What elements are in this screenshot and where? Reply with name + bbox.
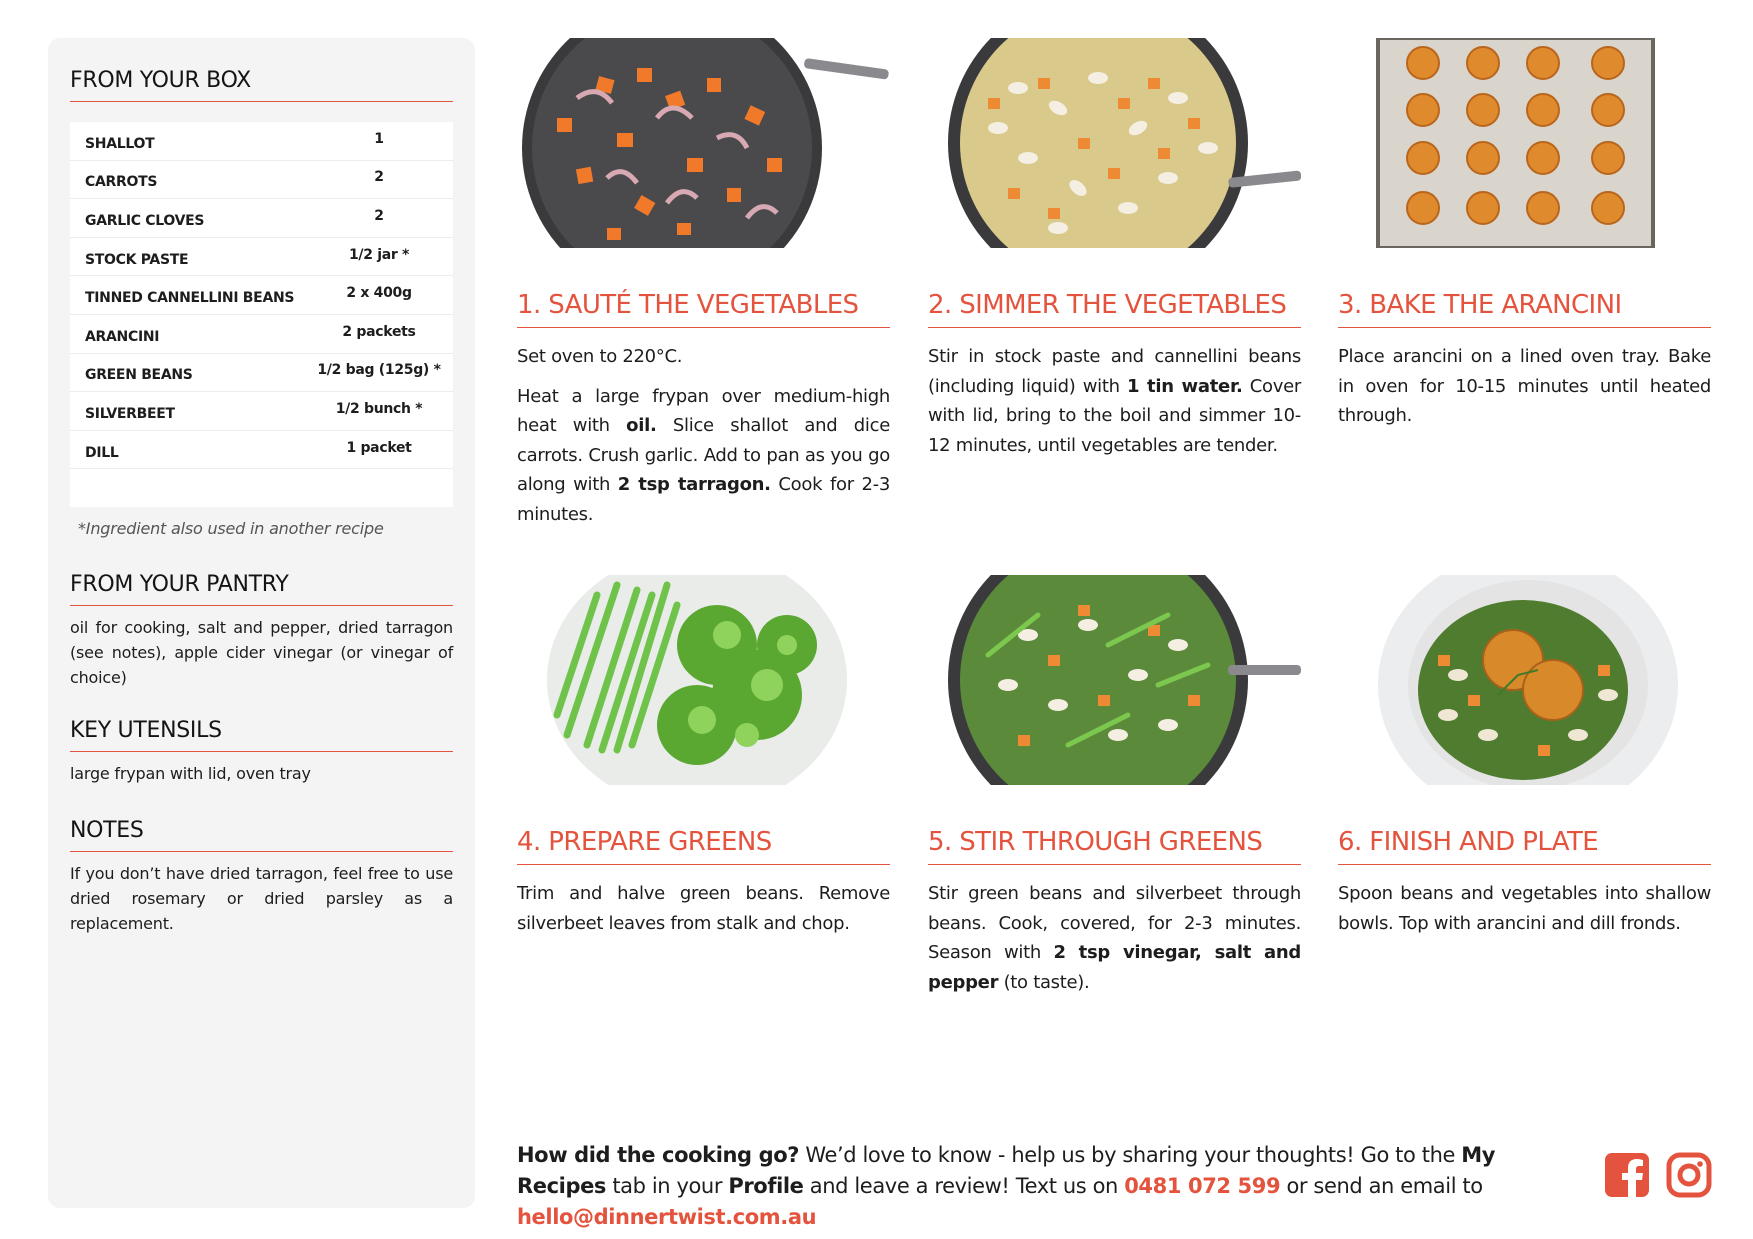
step-1-text: [517, 342, 890, 529]
step-1-photo: [517, 38, 890, 248]
from-your-box-heading: FROM YOUR BOX: [70, 68, 453, 102]
step-5: [928, 575, 1301, 997]
ingredients-table: [70, 122, 453, 507]
step-3-photo: [1338, 38, 1711, 248]
spacer: [928, 785, 1301, 827]
step-2-para: [928, 342, 1301, 460]
from-your-pantry-heading: FROM YOUR PANTRY: [70, 572, 453, 606]
step-1-para-2: [517, 382, 890, 530]
ingredient-row: [70, 161, 453, 200]
text: Stir green beans and silverbeet through beans. Cook, covered, for 2-3 minutes. Season with: [928, 883, 1301, 963]
key-utensils-heading: KEY UTENSILS: [70, 718, 453, 752]
pantry-text: oil for cooking, salt and pepper, dried tarragon (see notes), apple cider vinegar (or vinegar of choice): [70, 618, 453, 688]
step-4: [517, 575, 890, 938]
step-2-text: [928, 342, 1301, 460]
text: and leave a review! Text us on: [803, 1174, 1125, 1198]
bold-text: 1 tin water.: [1127, 375, 1243, 397]
notes-heading: NOTES: [70, 818, 453, 852]
step-6: [1338, 575, 1711, 938]
ingredient-qty: 1: [374, 130, 384, 147]
step-4-text: Trim and halve green beans. Remove silverbeet leaves from stalk and chop.: [517, 883, 890, 934]
step-5-text: [928, 879, 1301, 997]
ingredient-name: GREEN BEANS: [85, 367, 193, 384]
ingredient-row: [70, 315, 453, 354]
ingredient-qty: 1/2 bunch *: [335, 400, 423, 417]
email-link[interactable]: hello@dinnertwist.com.au: [517, 1205, 817, 1229]
ingredient-name: DILL: [85, 444, 119, 461]
utensils-text: large frypan with lid, oven tray: [70, 764, 311, 784]
step-5-para: [928, 879, 1301, 997]
ingredients-sidebar: [48, 38, 475, 1208]
ingredient-name: CARROTS: [85, 174, 158, 191]
text: (to taste).: [998, 971, 1090, 993]
step-6-text: Spoon beans and vegetables into shallow bowls. Top with arancini and dill fronds.: [1338, 883, 1711, 934]
text: Slice shallot and dice carrots. Crush garlic. Add to pan as you go along with: [517, 415, 890, 495]
spacer: [1338, 785, 1711, 827]
step-4-photo: [517, 575, 890, 785]
ingredient-name: STOCK PASTE: [85, 251, 189, 268]
step-3-text: Place arancini on a lined oven tray. Bake in oven for 10-15 minutes until heated through.: [1338, 346, 1711, 426]
ingredient-row: [70, 354, 453, 393]
ingredient-name: SILVERBEET: [85, 405, 175, 422]
bold-text: oil.: [626, 415, 657, 436]
spacer: [517, 248, 890, 290]
ingredient-qty: 2: [374, 169, 384, 186]
feedback-footer: [517, 1140, 1577, 1233]
step-6-photo: [1338, 575, 1711, 785]
step-2-photo: [928, 38, 1301, 248]
step-1-title: 1. SAUTÉ THE VEGETABLES: [517, 290, 890, 328]
ingredient-qty: 2 packets: [342, 323, 416, 340]
ingredient-name: SHALLOT: [85, 135, 155, 152]
ingredient-qty: 1/2 jar *: [348, 246, 410, 263]
ingredient-row: [70, 276, 453, 315]
step-3-title: 3. BAKE THE ARANCINI: [1338, 290, 1711, 328]
footer-question: How did the cooking go?: [517, 1143, 800, 1167]
step-1-para-1: Set oven to 220°C.: [517, 346, 683, 367]
step-5-photo: [928, 575, 1301, 785]
ingredient-qty: 1 packet: [346, 439, 412, 456]
spacer: [517, 785, 890, 827]
ingredient-row: [70, 392, 453, 431]
ingredient-name: TINNED CANNELLINI BEANS: [85, 290, 295, 307]
text: tab in your: [606, 1174, 729, 1198]
step-6-title: 6. FINISH AND PLATE: [1338, 827, 1711, 865]
ingredient-blank-row: [70, 469, 453, 507]
step-2: [928, 38, 1301, 460]
step-5-title: 5. STIR THROUGH GREENS: [928, 827, 1301, 865]
ingredient-row: [70, 199, 453, 238]
step-2-title: 2. SIMMER THE VEGETABLES: [928, 290, 1301, 328]
spacer: [928, 248, 1301, 290]
my-recipes-text: My Recipes: [517, 1143, 1496, 1198]
ingredient-name: GARLIC CLOVES: [85, 212, 205, 229]
text: Stir in stock paste and cannellini beans (including liquid) with: [928, 346, 1301, 397]
ingredient-footnote: *Ingredient also used in another recipe: [78, 519, 384, 539]
step-1: [517, 38, 890, 529]
text: We’d love to know - help us by sharing your thoughts! Go to the: [799, 1143, 1462, 1167]
text: Cook for 2-3 minutes.: [517, 474, 890, 525]
facebook-icon[interactable]: [1604, 1152, 1650, 1198]
bold-text: 2 tsp vinegar, salt and pepper: [928, 942, 1301, 993]
text: Cover with lid, bring to the boil and simmer 10-12 minutes, until vegetables are tender.: [928, 375, 1301, 456]
ingredient-qty: 2 x 400g: [346, 285, 412, 302]
ingredient-row: [70, 238, 453, 277]
profile-text: Profile: [728, 1174, 804, 1198]
ingredient-row: [70, 431, 453, 470]
ingredient-qty: 1/2 bag (125g) *: [317, 362, 441, 379]
ingredient-name: ARANCINI: [85, 328, 160, 345]
instagram-icon[interactable]: [1666, 1152, 1712, 1198]
phone-number[interactable]: 0481 072 599: [1124, 1174, 1281, 1198]
spacer: [1338, 248, 1711, 290]
bold-text: 2 tsp tarragon.: [617, 474, 771, 495]
step-3: [1338, 38, 1711, 431]
text: or send an email to: [1280, 1174, 1483, 1198]
step-4-title: 4. PREPARE GREENS: [517, 827, 890, 865]
text: Heat a large frypan over medium-high heat with: [517, 385, 890, 436]
notes-text: If you don’t have dried tarragon, feel free to use dried rosemary or dried parsley as a replacement.: [70, 864, 453, 934]
ingredient-row: [70, 122, 453, 161]
ingredient-qty: 2: [374, 207, 384, 224]
